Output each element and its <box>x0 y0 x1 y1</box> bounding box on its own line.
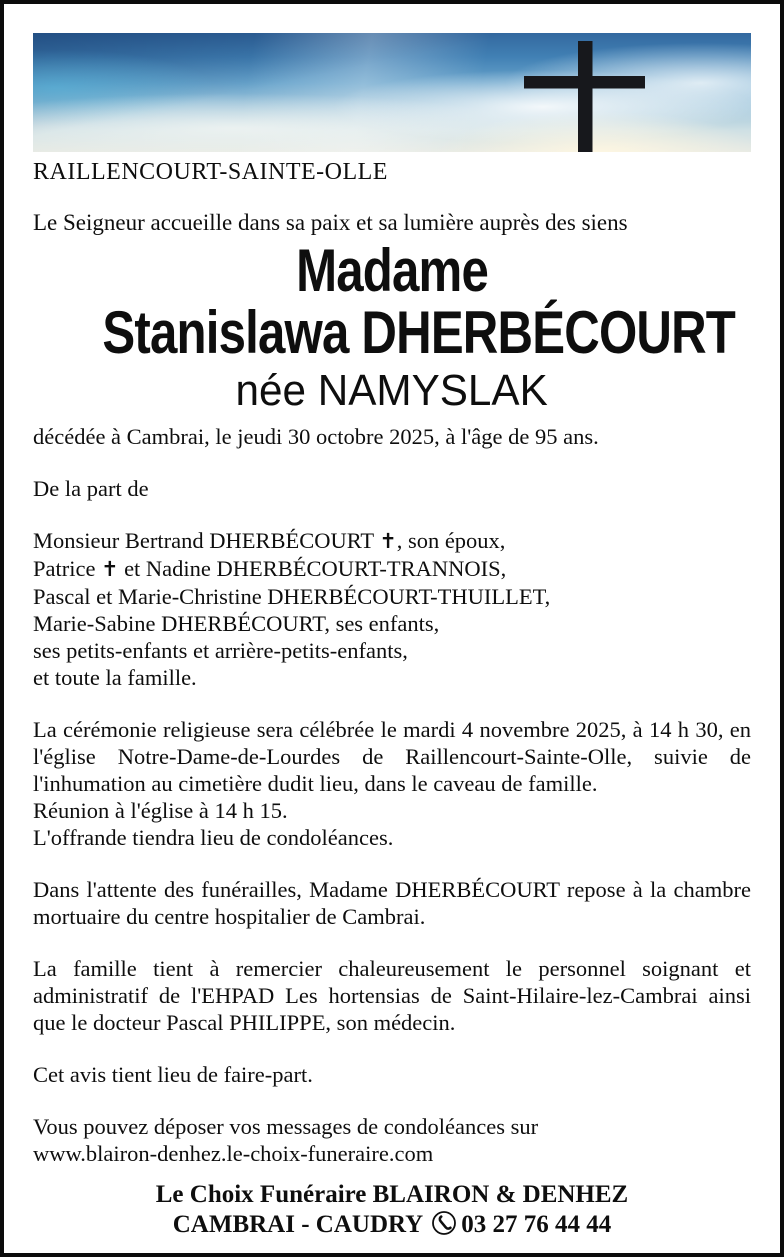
deceased-title: Madame <box>296 237 488 304</box>
family-list <box>33 527 751 691</box>
deceased-headings <box>33 237 751 416</box>
ceremony-offering-line: L'offrande tiendra lieu de condoléances. <box>33 825 394 850</box>
funeral-home-footer <box>33 1180 751 1240</box>
funeral-home-phone: 03 27 76 44 44 <box>461 1211 612 1238</box>
cross-icon: ✝ <box>101 557 119 581</box>
repose-paragraph: Dans l'attente des funérailles, Madame DHERBÉCOURT repose à la chambre mortuaire du centre hospitalier de Cambrai. <box>33 877 751 929</box>
sky-banner <box>33 33 751 152</box>
family-line: Marie-Sabine DHERBÉCOURT, ses enfants, <box>33 611 440 636</box>
family-line: Patrice ✝ et Nadine DHERBÉCOURT-TRANNOIS, <box>33 556 507 581</box>
cross-icon: ✝ <box>379 529 397 553</box>
death-notice-line: décédée à Cambrai, le jeudi 30 octobre 2025, à l'âge de 95 ans. <box>33 424 599 449</box>
commune-name: RAILLENCOURT-SAINTE-OLLE <box>33 159 388 185</box>
funeral-home-contact <box>33 1210 751 1240</box>
condolences-line: Vous pouvez déposer vos messages de condoléances sur <box>33 1114 539 1139</box>
condolences-block <box>33 1113 751 1167</box>
deceased-maiden-name: née NAMYSLAK <box>235 366 549 415</box>
ceremony-meeting-line: Réunion à l'église à 14 h 15. <box>33 798 288 823</box>
family-line: Monsieur Bertrand DHERBÉCOURT ✝, son époux, <box>33 528 506 553</box>
condolences-url: www.blairon-denhez.le-choix-funeraire.com <box>33 1141 434 1166</box>
family-line: Pascal et Marie-Christine DHERBÉCOURT-THUILLET, <box>33 584 551 609</box>
from-label: De la part de <box>33 476 149 501</box>
ceremony-paragraph: La cérémonie religieuse sera célébrée le mardi 4 novembre 2025, à 14 h 30, en l'église Notre-Dame-de-Lourdes de Raillencourt-Sainte-Olle, suivie de l'inhumation au cimetière dudit lieu, dans le caveau de famille. <box>33 717 751 796</box>
funeral-home-cities: CAMBRAI - CAUDRY <box>172 1211 424 1238</box>
cross-icon <box>521 33 681 152</box>
deceased-name: Stanislawa DHERBÉCOURT <box>102 299 736 366</box>
faire-part-line: Cet avis tient lieu de faire-part. <box>33 1062 313 1087</box>
phone-icon <box>431 1210 457 1236</box>
family-line: et toute la famille. <box>33 665 197 690</box>
thanks-paragraph: La famille tient à remercier chaleureusement le personnel soignant et administratif de l'EHPAD Les hortensias de Saint-Hilaire-lez-Cambrai ainsi que le docteur Pascal PHILIPPE, son médecin. <box>33 956 751 1035</box>
funeral-home-name: Le Choix Funéraire BLAIRON & DENHEZ <box>155 1181 629 1208</box>
intro-line: Le Seigneur accueille dans sa paix et sa lumière auprès des siens <box>33 210 628 235</box>
family-line: ses petits-enfants et arrière-petits-enfants, <box>33 638 408 663</box>
